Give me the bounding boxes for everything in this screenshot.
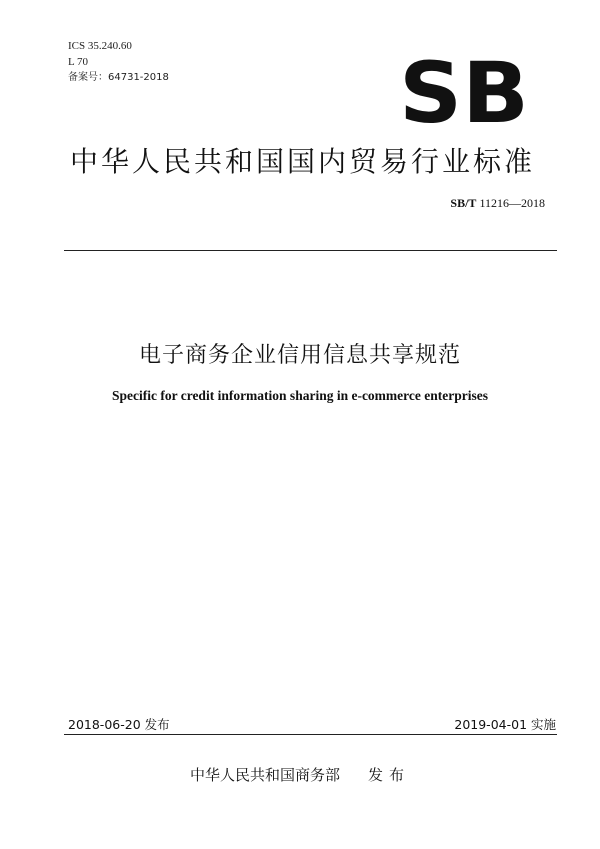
standard-category: 中华人民共和国国内贸易行业标准: [70, 145, 536, 178]
document-title-cn: 电子商务企业信用信息共享规范: [138, 343, 461, 368]
standard-code: 11216—2018: [479, 196, 545, 210]
document-title-en: Specific for credit information sharing in e-commerce enterprises: [111, 388, 489, 403]
standard-number: [450, 196, 545, 211]
classification-code: L 70: [68, 56, 89, 68]
record-number: 备案号：64731-2018: [68, 72, 169, 83]
sb-logo-text: SB: [399, 58, 529, 128]
standard-prefix: SB/T: [450, 196, 477, 210]
top-divider: [64, 250, 557, 251]
issuer-name: 中华人民共和国商务部: [189, 766, 340, 784]
ics-code: ICS 35.240.60: [68, 40, 132, 52]
sb-logo: [398, 58, 530, 128]
issuing-authority: [0, 764, 600, 785]
issue-date: 2018-06-20 发布: [68, 717, 170, 732]
issuer-action: 发布: [368, 766, 411, 784]
implementation-date: 2019-04-01 实施: [454, 717, 556, 732]
bottom-divider: [64, 734, 557, 735]
